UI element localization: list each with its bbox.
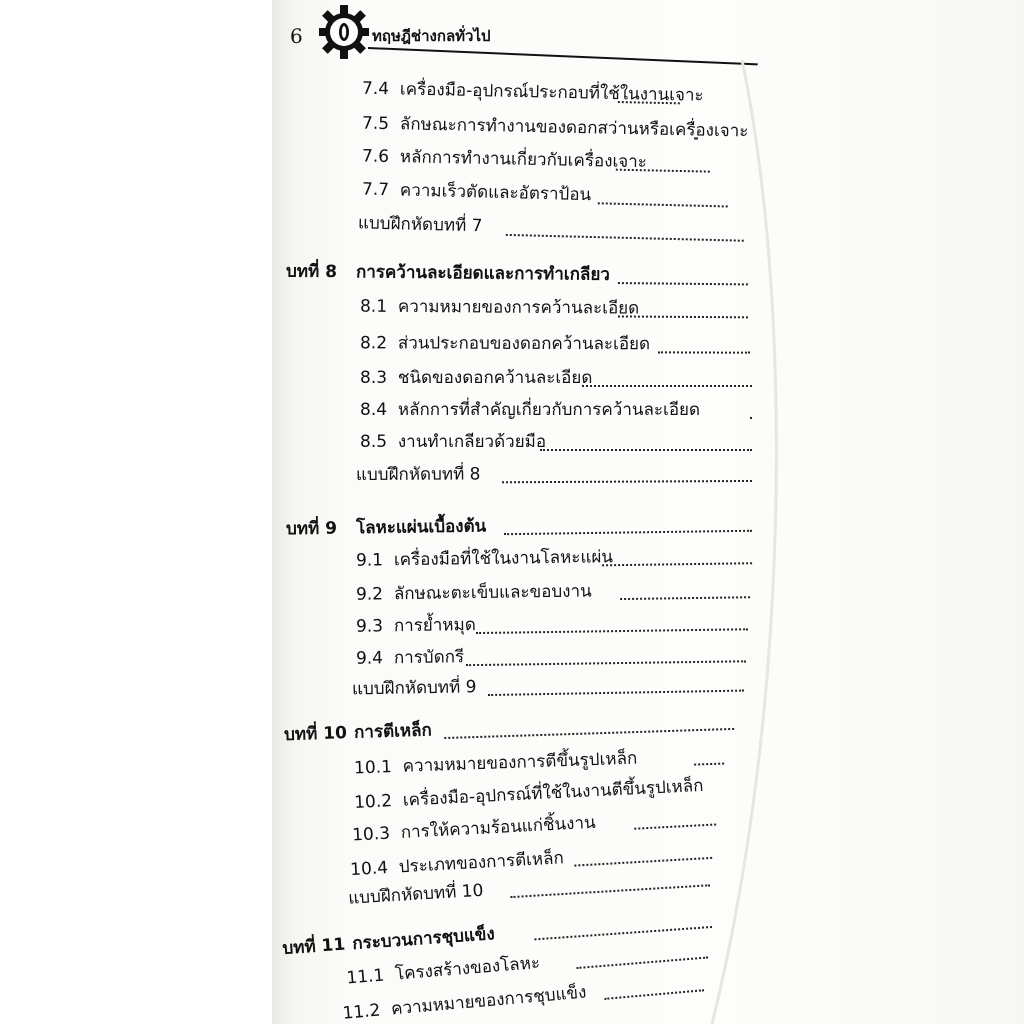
toc-item-7-6: 7.6 หลักการทำงานเกี่ยวกับเครื่องเจาะ (362, 142, 711, 177)
toc-item-9-3: 9.3 การย้ำหมุด (356, 607, 748, 640)
toc-exercise-8: แบบฝึกหัดบทที่ 8 (356, 459, 752, 489)
toc-item-8-5: 8.5 งานทำเกลียวด้วยมือ (360, 428, 752, 456)
running-title: ทฤษฎีช่างกลทั่วไป (372, 27, 491, 45)
toc-item-11-1: 11.1 โครงสร้างของโลหะ (345, 936, 708, 993)
toc-exercise-9: แบบฝึกหัดบทที่ 9 (352, 669, 744, 704)
toc-item-7-5: 7.5 ลักษณะการทำงานของดอกสว่านหรือเครื่องเจาะ (361, 113, 749, 142)
toc-item-9-1: 9.1 เครื่องมือที่ใช้ในงานโลหะแผ่น (356, 541, 752, 575)
page-number: 6 (290, 24, 303, 48)
toc-item-7-4: 7.4 เครื่องมือ-อุปกรณ์ประกอบที่ใช้ในงานเจาะ (361, 78, 704, 106)
toc-exercise-7: แบบฝึกหัดบทที่ 7 (358, 209, 745, 246)
toc-chapter-10: บทที่ 10 การตีเหล็ก (284, 707, 735, 749)
toc-chapter-9: บทที่ 9 โลหะแผ่นเบื้องต้น (286, 509, 752, 544)
toc-item-9-4: 9.4 การบัดกรี (356, 639, 746, 672)
toc-item-10-4: 10.4 ประเภทของการตีเหล็ก (350, 836, 713, 884)
toc-item-10-2: 10.2 เครื่องมือ-อุปกรณ์ที่ใช้ในงานตีขึ้นรูปเหล็ก (353, 775, 704, 813)
toc-item-9-2: 9.2 ลักษณะตะเข็บและขอบงาน (356, 575, 750, 608)
toc-chapter-11: บทที่ 11 กระบวนการชุบแข็ง (282, 905, 713, 963)
toc-item-8-3: 8.3 ชนิดของดอกคว้านละเอียด (360, 364, 752, 392)
toc-item-11-2: 11.2 ความหมายของการชุบแข็ง (341, 968, 704, 1024)
toc-exercise-10: แบบฝึกหัดบทที่ 10 (347, 863, 710, 912)
toc-chapter-8: บทที่ 8 การคว้านละเอียดและการทำเกลียว (286, 258, 748, 291)
book-page (272, 0, 1024, 1024)
toc-item-10-1: 10.1 ความหมายของการตีขึ้นรูปเหล็ก (354, 742, 725, 783)
page-curl-shadow (272, 0, 1024, 1024)
toc-item-8-4: 8.4 หลักการที่สำคัญเกี่ยวกับการคว้านละเอียด (360, 396, 752, 424)
toc-item-8-2: 8.2 ส่วนประกอบของดอกคว้านละเอียด (360, 329, 750, 358)
toc-item-7-7: 7.7 ความเร็วตัดและอัตราป้อน (362, 176, 729, 213)
toc-item-8-1: 8.1 ความหมายของการคว้านละเอียด (360, 293, 748, 324)
toc-item-10-3: 10.3 การให้ความร้อนแก่ชิ้นงาน (352, 802, 717, 849)
